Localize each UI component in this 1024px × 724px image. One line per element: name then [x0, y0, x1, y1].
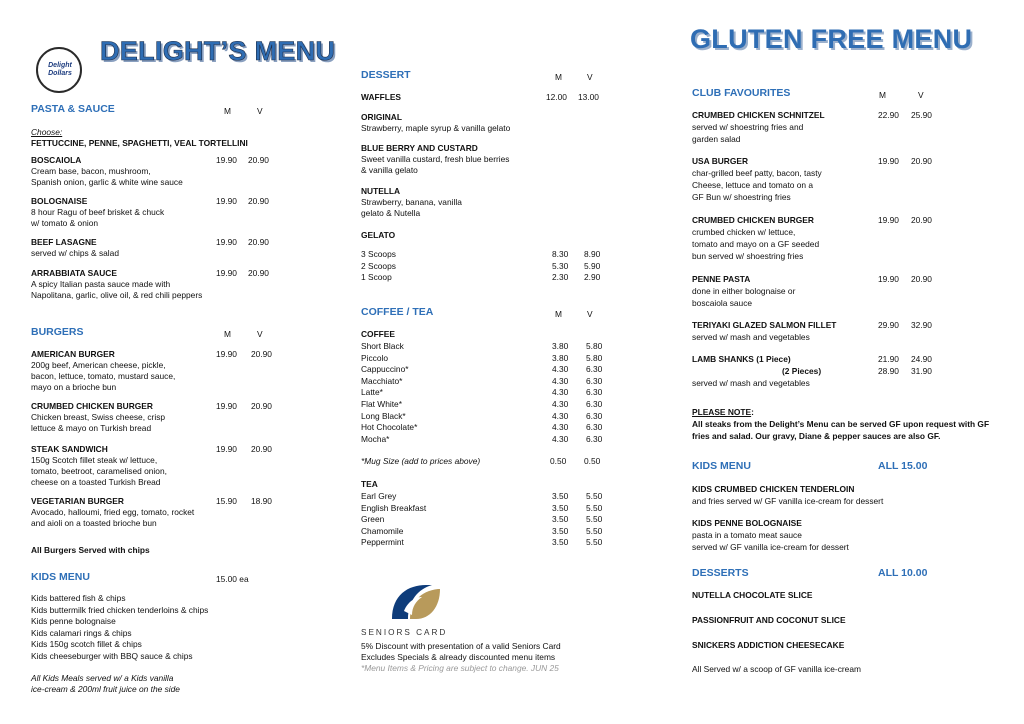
- club-item-v: 20.90: [911, 274, 932, 284]
- club-item-m: 19.90: [878, 156, 899, 166]
- kids2-item-name: KIDS CRUMBED CHICKEN TENDERLOIN: [692, 484, 855, 494]
- mug-v: 0.50: [584, 456, 601, 466]
- burger-item-desc: mayo on a brioche bun: [31, 382, 117, 392]
- pasta-heading: PASTA & SAUCE: [31, 103, 115, 115]
- club-item-desc: tomato and mayo on a GF seeded: [692, 239, 820, 249]
- waffle-item-name: ORIGINAL: [361, 112, 402, 122]
- gf-title: GLUTEN FREE MENU: [690, 24, 973, 54]
- waffles-label: WAFFLES: [361, 92, 402, 102]
- lamb-m1: 21.90: [878, 354, 899, 364]
- kids2-heading: KIDS MENU: [692, 460, 751, 472]
- club-item-desc: garden salad: [692, 134, 741, 144]
- burger-item-price-v: 20.90: [251, 349, 272, 359]
- burger-item-desc: Avocado, halloumi, fried egg, tomato, rocket: [31, 507, 195, 517]
- burger-item-desc: tomato, beetroot, caramelised onion,: [31, 466, 167, 476]
- seniors-line3: *Menu Items & Pricing are subject to change. JUN 25: [361, 663, 559, 673]
- please-note: [692, 407, 754, 418]
- lamb-v1: 24.90: [911, 354, 932, 364]
- coffee-item-v: 6.30: [586, 364, 603, 375]
- kids-note-line: All Kids Meals served w/ a Kids vanilla: [31, 673, 174, 683]
- kids2-item-desc: and fries served w/ GF vanilla ice-cream for dessert: [692, 496, 884, 506]
- club-v: V: [918, 90, 924, 100]
- coffee-item-name: Hot Chocolate*: [361, 422, 418, 433]
- pasta-item-desc: 8 hour Ragu of beef brisket & chuck: [31, 207, 165, 217]
- burger-item-desc: cheese on a toasted Turkish Bread: [31, 477, 161, 487]
- club-item-v: 20.90: [911, 156, 932, 166]
- coffee-item-m: 3.80: [552, 352, 569, 363]
- kids-item: Kids buttermilk fried chicken tenderloins & chips: [31, 604, 209, 615]
- burger-item-price-m: 19.90: [216, 349, 237, 359]
- kids-item: Kids calamari rings & chips: [31, 627, 132, 638]
- waffle-item-desc: & vanilla gelato: [361, 165, 418, 175]
- club-item-desc: crumbed chicken w/ lettuce,: [692, 227, 796, 237]
- pasta-item-desc: A spicy Italian pasta sauce made with: [31, 279, 171, 289]
- club-item-desc: GF Bun w/ shoestring fries: [692, 192, 791, 202]
- tea-item-m: 3.50: [552, 502, 569, 513]
- club-item-desc: boscaiola sauce: [692, 298, 753, 308]
- please-note-heading: PLEASE NOTE: [692, 407, 752, 417]
- waffle-item-desc: gelato & Nutella: [361, 208, 421, 218]
- page-title: DELIGHT’S MENU: [100, 36, 336, 66]
- coffee-item-m: 4.30: [552, 433, 569, 444]
- pasta-options: FETTUCCINE, PENNE, SPAGHETTI, VEAL TORTELLINI: [31, 138, 248, 148]
- coffee-item-m: 4.30: [552, 410, 569, 421]
- lamb-desc: served w/ mash and vegetables: [692, 378, 810, 388]
- tea-item-m: 3.50: [552, 537, 569, 548]
- tea-item-v: 5.50: [586, 502, 603, 513]
- kids2-item-name: KIDS PENNE BOLOGNAISE: [692, 518, 802, 528]
- club-item-desc: Cheese, lettuce and tomato on a: [692, 180, 814, 190]
- seniors-card-logo: [386, 581, 444, 623]
- burger-item-desc: Chicken breast, Swiss cheese, crisp: [31, 412, 166, 422]
- pasta-item-price-v: 20.90: [248, 268, 269, 278]
- pasta-item-price-m: 19.90: [216, 155, 237, 165]
- coffee-item-m: 3.80: [552, 341, 569, 351]
- coffee-item-v: 5.80: [586, 341, 603, 351]
- tea-item-m: 3.50: [552, 514, 569, 525]
- coffee-item-name: Cappuccino*: [361, 364, 409, 375]
- kids-price: 15.00 ea: [216, 574, 249, 584]
- note-line1: All steaks from the Delight’s Menu can be served GF upon request with GF: [692, 419, 990, 429]
- coffee-item-name: Long Black*: [361, 410, 406, 421]
- kids-note-line: ice-cream & 200ml fruit juice on the side: [31, 684, 180, 694]
- kids2-item-desc: pasta in a tomato meat sauce: [692, 530, 802, 540]
- waffles-v: 13.00: [578, 92, 599, 102]
- club-item-name: PENNE PASTA: [692, 274, 751, 284]
- club-item-m: 19.90: [878, 274, 899, 284]
- club-item-desc: served w/ mash and vegetables: [692, 332, 810, 342]
- club-item-desc: done in either bolognaise or: [692, 286, 796, 296]
- dessert-heading: DESSERT: [361, 69, 411, 81]
- dessert-v: V: [587, 72, 593, 82]
- tea-item-name: English Breakfast: [361, 502, 427, 513]
- gelato-item-name: 1 Scoop: [361, 272, 392, 283]
- waffle-item-desc: Sweet vanilla custard, fresh blue berries: [361, 154, 510, 164]
- coffee-sub: COFFEE: [361, 329, 395, 339]
- coffee-item-name: Flat White*: [361, 399, 402, 409]
- kids-item: Kids penne bolognaise: [31, 616, 116, 627]
- pasta-item-name: BOLOGNAISE: [31, 196, 88, 206]
- coffee-item-name: Mocha*: [361, 433, 390, 444]
- delight-logo: [36, 47, 82, 93]
- please-note-colon: :: [751, 407, 754, 417]
- burger-item-name: AMERICAN BURGER: [31, 349, 115, 359]
- pasta-item-name: BEEF LASAGNE: [31, 237, 97, 247]
- lamb-name2: (2 Pieces): [782, 366, 822, 376]
- coffee-item-m: 4.30: [552, 422, 569, 433]
- coffee-item-m: 4.30: [552, 399, 569, 409]
- kids-heading: KIDS MENU: [31, 571, 90, 583]
- desserts2-item: SNICKERS ADDICTION CHEESECAKE: [692, 640, 845, 650]
- burger-item-name: STEAK SANDWICH: [31, 444, 108, 454]
- gelato-item-m: 2.30: [552, 272, 569, 283]
- gelato-item-m: 5.30: [552, 260, 569, 271]
- desserts2-item: NUTELLA CHOCOLATE SLICE: [692, 590, 813, 600]
- pasta-item-price-m: 19.90: [216, 196, 237, 206]
- burger-item-price-m: 19.90: [216, 444, 237, 454]
- note-line2: fries and salad. Our gravy, Diane & pepper sauces are also GF.: [692, 431, 941, 441]
- waffles-m: 12.00: [546, 92, 567, 102]
- coffee-item-name: Latte*: [361, 387, 383, 398]
- tea-item-m: 3.50: [552, 491, 569, 501]
- tea-item-m: 3.50: [552, 525, 569, 536]
- kids-item: Kids 150g scotch fillet & chips: [31, 639, 142, 650]
- pasta-item-price-v: 20.90: [248, 196, 269, 206]
- tea-item-v: 5.50: [586, 537, 603, 548]
- club-item-m: 22.90: [878, 110, 899, 120]
- seniors-label: SENIORS CARD: [361, 628, 448, 637]
- pasta-item-desc: Napolitana, garlic, olive oil, & red chili peppers: [31, 290, 203, 300]
- logo-text: Delight Dollars: [48, 62, 72, 77]
- pasta-item-desc: served w/ chips & salad: [31, 248, 119, 258]
- kids-item: Kids cheeseburger with BBQ sauce & chips: [31, 651, 193, 661]
- burger-item-desc: lettuce & mayo on Turkish bread: [31, 423, 152, 433]
- desserts2-price: ALL 10.00: [878, 567, 928, 579]
- club-item-name: CRUMBED CHICKEN BURGER: [692, 215, 814, 225]
- seniors-line2: Excludes Specials & already discounted menu items: [361, 652, 556, 662]
- coffee-item-v: 6.30: [586, 375, 603, 386]
- gelato-item-v: 2.90: [584, 272, 601, 283]
- tea-item-v: 5.50: [586, 491, 603, 501]
- pasta-item-name: BOSCAIOLA: [31, 155, 82, 165]
- burger-item-name: VEGETARIAN BURGER: [31, 496, 124, 506]
- waffle-item-name: NUTELLA: [361, 186, 401, 196]
- tea-item-name: Earl Grey: [361, 491, 397, 501]
- coffee-item-v: 6.30: [586, 399, 603, 409]
- coffee-item-v: 6.30: [586, 433, 603, 444]
- gelato-item-v: 8.90: [584, 249, 601, 259]
- desserts2-note: All Served w/ a scoop of GF vanilla ice-cream: [692, 664, 861, 674]
- gelato-label: GELATO: [361, 230, 396, 240]
- club-item-desc: char-grilled beef patty, bacon, tasty: [692, 168, 822, 178]
- dessert-m: M: [555, 72, 562, 82]
- mug-size: *Mug Size (add to prices above): [361, 456, 481, 466]
- desserts2-heading: DESSERTS: [692, 567, 749, 579]
- club-item-desc: served w/ shoestring fries and: [692, 122, 804, 132]
- gelato-item-name: 3 Scoops: [361, 249, 396, 259]
- coffee-item-v: 6.30: [586, 422, 603, 433]
- pasta-item-name: ARRABBIATA SAUCE: [31, 268, 117, 278]
- coffee-item-m: 4.30: [552, 364, 569, 375]
- tea-item-name: Green: [361, 514, 385, 525]
- pasta-item-price-m: 19.90: [216, 237, 237, 247]
- pasta-item-desc: Spanish onion, garlic & white wine sauce: [31, 177, 183, 187]
- burger-item-desc: and aioli on a toasted brioche bun: [31, 518, 157, 528]
- club-item-m: 29.90: [878, 320, 899, 330]
- lamb-name1: LAMB SHANKS (1 Piece): [692, 354, 791, 364]
- tea-item-name: Peppermint: [361, 537, 404, 548]
- tea-item-v: 5.50: [586, 525, 603, 536]
- kids-item: Kids battered fish & chips: [31, 593, 126, 603]
- tea-item-name: Chamomile: [361, 525, 404, 536]
- club-item-v: 32.90: [911, 320, 932, 330]
- waffle-item-name: BLUE BERRY AND CUSTARD: [361, 143, 478, 153]
- burgers-v: V: [257, 329, 263, 339]
- club-item-v: 25.90: [911, 110, 932, 120]
- burgers-m: M: [224, 329, 231, 339]
- burger-item-price-v: 20.90: [251, 401, 272, 411]
- club-m: M: [879, 90, 886, 100]
- mug-m: 0.50: [550, 456, 567, 466]
- burgers-heading: BURGERS: [31, 326, 84, 338]
- tea-item-v: 5.50: [586, 514, 603, 525]
- tea-sub: TEA: [361, 479, 378, 489]
- gelato-item-v: 5.90: [584, 260, 601, 271]
- seniors-line1: 5% Discount with presentation of a valid Seniors Card: [361, 641, 561, 651]
- gelato-item-m: 8.30: [552, 249, 569, 259]
- gelato-item-name: 2 Scoops: [361, 260, 396, 271]
- coffee-item-m: 4.30: [552, 387, 569, 398]
- coffee-m: M: [555, 309, 562, 319]
- pasta-item-desc: Cream base, bacon, mushroom,: [31, 166, 151, 176]
- burger-item-price-m: 15.90: [216, 496, 237, 506]
- burger-item-desc: 150g Scotch fillet steak w/ lettuce,: [31, 455, 158, 465]
- lamb-m2: 28.90: [878, 366, 899, 376]
- burger-item-desc: bacon, lettuce, tomato, mustard sauce,: [31, 371, 176, 381]
- burger-item-price-m: 19.90: [216, 401, 237, 411]
- desserts2-item: PASSIONFRUIT AND COCONUT SLICE: [692, 615, 846, 625]
- kids2-price: ALL 15.00: [878, 460, 928, 472]
- club-item-m: 19.90: [878, 215, 899, 225]
- pasta-m: M: [224, 106, 231, 116]
- pasta-item-desc: w/ tomato & onion: [31, 218, 99, 228]
- coffee-item-name: Macchiato*: [361, 375, 403, 386]
- coffee-item-name: Piccolo: [361, 352, 388, 363]
- waffle-item-desc: Strawberry, banana, vanilla: [361, 197, 462, 207]
- lamb-v2: 31.90: [911, 366, 932, 376]
- burger-item-price-v: 20.90: [251, 444, 272, 454]
- club-item-name: CRUMBED CHICKEN SCHNITZEL: [692, 110, 825, 120]
- club-item-name: USA BURGER: [692, 156, 748, 166]
- coffee-item-v: 6.30: [586, 387, 603, 398]
- club-item-name: TERIYAKI GLAZED SALMON FILLET: [692, 320, 837, 330]
- club-item-v: 20.90: [911, 215, 932, 225]
- coffee-item-v: 6.30: [586, 410, 603, 421]
- pasta-choose: Choose:: [31, 127, 63, 137]
- club-heading: CLUB FAVOURITES: [692, 87, 791, 99]
- pasta-item-price-m: 19.90: [216, 268, 237, 278]
- club-item-desc: bun served w/ shoestring fries: [692, 251, 804, 261]
- burger-item-name: CRUMBED CHICKEN BURGER: [31, 401, 153, 411]
- burger-item-desc: 200g beef, American cheese, pickle,: [31, 360, 166, 370]
- kids2-item-desc: served w/ GF vanilla ice-cream for dessert: [692, 542, 849, 552]
- waffle-item-desc: Strawberry, maple syrup & vanilla gelato: [361, 123, 511, 133]
- coffee-item-v: 5.80: [586, 352, 603, 363]
- coffee-v: V: [587, 309, 593, 319]
- coffee-item-m: 4.30: [552, 375, 569, 386]
- burgers-note: All Burgers Served with chips: [31, 545, 150, 555]
- pasta-item-price-v: 20.90: [248, 237, 269, 247]
- burger-item-price-v: 18.90: [251, 496, 272, 506]
- pasta-item-price-v: 20.90: [248, 155, 269, 165]
- pasta-v: V: [257, 106, 263, 116]
- coffee-heading: COFFEE / TEA: [361, 306, 434, 318]
- coffee-item-name: Short Black: [361, 341, 404, 351]
